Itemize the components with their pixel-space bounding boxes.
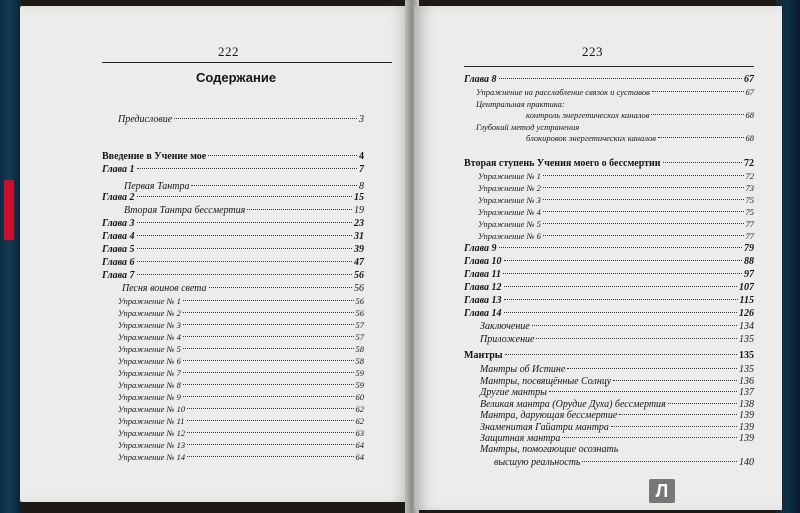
left-toc-entry [118, 451, 364, 464]
dot-leader [536, 338, 737, 339]
dot-leader [183, 312, 354, 313]
toc-entry-text: Мантры об Истине [480, 364, 566, 375]
dot-leader [137, 196, 352, 197]
toc-entry-text: Защитная мантра [480, 433, 561, 444]
dot-leader [137, 261, 352, 262]
left-toc-entry [124, 204, 364, 217]
toc-entry-text: Заключение [480, 321, 530, 332]
left-toc-entry [102, 243, 364, 256]
toc-entry-text: Глава 2 [102, 192, 135, 203]
toc-entry-page: 15 [354, 192, 364, 203]
toc-entry-text: Упражнение № 1 [478, 171, 541, 181]
dot-leader [567, 368, 737, 369]
right-toc-entry [480, 333, 754, 346]
dot-leader [187, 456, 353, 457]
toc-entry-text: Упражнение № 14 [118, 452, 186, 462]
dot-leader [187, 432, 353, 433]
dot-leader [532, 325, 737, 326]
toc-entry-page: 57 [355, 332, 364, 342]
dot-leader [543, 223, 744, 224]
dot-leader [543, 235, 744, 236]
toc-entry-page: 59 [355, 380, 364, 390]
dot-leader [504, 312, 737, 313]
toc-entry-page: 60 [355, 392, 364, 402]
toc-entry-text: Другие мантры [480, 387, 547, 398]
toc-entry-page: 139 [739, 421, 754, 433]
right-toc-entry [464, 281, 754, 294]
toc-entry-page: 4 [359, 151, 364, 162]
page-number-right: 223 [582, 44, 603, 59]
toc-entry-text: Глава 8 [464, 74, 497, 85]
toc-entry-page: 115 [739, 295, 754, 306]
toc-entry-text: Упражнение № 1 [118, 296, 181, 306]
dot-leader [549, 391, 737, 392]
toc-entry-page: 72 [745, 171, 754, 181]
toc-entry-page: 56 [354, 283, 364, 294]
toc-entry-text: Вторая ступень Учения моего о бессмертии [464, 158, 661, 169]
dot-leader [613, 380, 737, 381]
right-toc-entry [464, 294, 754, 307]
toc-entry-text: Вторая Тантра бессмертия [124, 205, 246, 216]
toc-entry-text: Великая мантра (Орудие Духа) бессмертия [480, 398, 666, 410]
dot-leader [668, 403, 737, 404]
dot-leader [543, 187, 744, 188]
toc-entry-text: Упражнение № 10 [118, 404, 186, 414]
toc-entry-page: 57 [355, 320, 364, 330]
dot-leader [543, 211, 744, 212]
toc-entry-text: Мантры [464, 350, 503, 361]
toc-entry-page: 8 [359, 181, 364, 192]
toc-entry-text: Упражнение № 12 [118, 428, 186, 438]
toc-entry-chapter-8 [464, 73, 754, 86]
header-rule-right [464, 66, 754, 67]
left-toc-entry [122, 282, 364, 295]
toc-entry-deep-method-line2 [526, 132, 754, 145]
toc-entry-page: 56 [355, 296, 364, 306]
dot-leader [187, 408, 353, 409]
toc-entry-page: 23 [354, 218, 364, 229]
toc-entry-text: Упражнение № 4 [478, 207, 541, 217]
toc-entry-text: Глава 7 [102, 270, 135, 281]
dot-leader [183, 384, 354, 385]
toc-entry-page: 107 [739, 282, 754, 293]
dot-leader [187, 444, 353, 445]
toc-entry-text: Глава 9 [464, 243, 497, 254]
toc-entry-page: 3 [359, 114, 364, 125]
right-toc-entry [464, 268, 754, 281]
toc-entry-text: Глава 1 [102, 164, 135, 175]
dot-leader [562, 437, 737, 438]
toc-entry-page: 19 [354, 205, 364, 216]
dot-leader [183, 324, 354, 325]
dot-leader [505, 354, 737, 355]
toc-entry-text: Знаменитая Гайатри мантра [480, 421, 609, 433]
toc-entry-text: Первая Тантра [124, 181, 190, 192]
dot-leader [503, 273, 742, 274]
toc-entry-page: 135 [739, 364, 754, 375]
toc-entry-text: Глава 3 [102, 218, 135, 229]
dot-leader [543, 175, 744, 176]
left-toc-entry [102, 217, 364, 230]
page-title: Содержание [196, 70, 277, 85]
dot-leader [137, 222, 352, 223]
toc-entry-text: Предисловие [118, 114, 173, 125]
header-rule-left [102, 62, 392, 63]
dot-leader [504, 286, 737, 287]
toc-entry-text: Песня воинов света [122, 283, 207, 294]
dot-leader [209, 287, 352, 288]
toc-entry-page: 75 [745, 195, 754, 205]
left-toc-entry [118, 113, 364, 126]
toc-entry-page: 77 [745, 219, 754, 229]
toc-entry-higher-reality-line2 [494, 456, 754, 469]
toc-entry-page: 97 [744, 269, 754, 280]
dot-leader [183, 336, 354, 337]
watermark-logo: Л [649, 479, 675, 503]
toc-entry-page: 68 [745, 133, 754, 143]
dot-leader [504, 260, 742, 261]
toc-entry-page: 67 [744, 74, 754, 85]
toc-entry-page: 67 [745, 87, 754, 97]
toc-entry-text: Упражнение № 9 [118, 392, 181, 402]
right-toc-entry [480, 320, 754, 333]
toc-entry-page: 39 [354, 244, 364, 255]
dot-leader [208, 155, 357, 156]
dot-leader [183, 360, 354, 361]
toc-entry-text: Упражнение № 2 [118, 308, 181, 318]
toc-entry-text: Упражнение № 3 [478, 195, 541, 205]
toc-entry-text: Упражнение на расслабление связок и суставов [476, 87, 650, 97]
toc-entry-page: 59 [355, 368, 364, 378]
toc-entry-page: 7 [359, 164, 364, 175]
toc-entry-text: Упражнение № 8 [118, 380, 181, 390]
toc-entry-page: 56 [354, 270, 364, 281]
toc-entry-page: 126 [739, 308, 754, 319]
dot-leader [183, 348, 354, 349]
left-page [20, 6, 412, 502]
toc-entry-page: 73 [745, 183, 754, 193]
toc-entry-page: 75 [745, 207, 754, 217]
toc-entry-page: 137 [739, 387, 754, 398]
toc-entry-page: 72 [744, 158, 754, 169]
toc-entry-page: 68 [745, 110, 754, 120]
toc-entry-text: Приложение [480, 334, 535, 345]
toc-entry-page: 136 [739, 375, 754, 387]
toc-entry-page: 31 [354, 231, 364, 242]
toc-entry-central-practice-line1: Центральная практика: [476, 99, 565, 109]
left-toc-entry [102, 163, 364, 176]
toc-entry-page: 135 [739, 334, 754, 345]
left-toc-entry [102, 230, 364, 243]
toc-entry-text: Упражнение № 6 [118, 356, 181, 366]
left-toc-entry [102, 150, 364, 163]
dot-leader [137, 168, 357, 169]
toc-entry-page: 77 [745, 231, 754, 241]
toc-entry-text: Введение в Учение мое [102, 151, 207, 162]
toc-entry-text: высшую реальность [494, 457, 581, 468]
right-toc-entry [464, 349, 754, 362]
toc-entry-text: Упражнение № 11 [118, 416, 185, 426]
toc-entry-page: 56 [355, 308, 364, 318]
right-page [414, 6, 782, 510]
toc-entry-page: 47 [354, 257, 364, 268]
dot-leader [187, 420, 354, 421]
toc-entry-text: Упражнение № 5 [478, 219, 541, 229]
page-number-left: 222 [218, 44, 239, 59]
toc-entry-text: Мантры, посвящённые Солнцу [480, 375, 612, 387]
dot-leader [499, 247, 742, 248]
toc-entry-text: Мантра, дарующая бессмертие [480, 410, 618, 421]
toc-entry-page: 135 [739, 350, 754, 361]
book-cover-edge-left [0, 0, 22, 513]
toc-entry-page: 138 [739, 398, 754, 410]
toc-entry-text: Глава 13 [464, 295, 502, 306]
dot-leader [183, 300, 354, 301]
dot-leader [543, 199, 744, 200]
toc-entry-deep-method-line1: Глубокий метод устранения [476, 122, 580, 132]
dot-leader [619, 414, 737, 415]
toc-entry-page: 88 [744, 256, 754, 267]
toc-entry-page: 62 [355, 416, 364, 426]
toc-entry-page: 62 [355, 404, 364, 414]
toc-entry-text: Глава 10 [464, 256, 502, 267]
toc-entry-page: 58 [355, 344, 364, 354]
dot-leader [137, 235, 352, 236]
toc-entry-text: Глава 14 [464, 308, 502, 319]
toc-entry-page: 79 [744, 243, 754, 254]
dot-leader [137, 274, 352, 275]
toc-entry-text: Упражнение № 6 [478, 231, 541, 241]
toc-entry-page: 64 [355, 440, 364, 450]
right-toc-entry [464, 242, 754, 255]
toc-entry-page: 64 [355, 452, 364, 462]
right-toc-entry [464, 157, 754, 170]
dot-leader [183, 396, 354, 397]
left-toc-entry [102, 256, 364, 269]
toc-entry-page: 139 [739, 433, 754, 444]
toc-entry-text: Глава 6 [102, 257, 135, 268]
left-toc-entry [102, 191, 364, 204]
left-toc-entry [102, 269, 364, 282]
dot-leader [137, 248, 352, 249]
toc-entry-text: блокировок энергетических каналов [526, 133, 656, 143]
toc-entry-text: Глава 11 [464, 269, 501, 280]
toc-entry-text: Упражнение № 3 [118, 320, 181, 330]
toc-entry-text: Упражнение № 13 [118, 440, 186, 450]
toc-entry-higher-reality-line1: Мантры, помогающие осознать [480, 444, 619, 455]
toc-entry-page: 139 [739, 410, 754, 421]
toc-entry-page: 63 [355, 428, 364, 438]
toc-entry-page: 140 [739, 457, 754, 468]
cover-red-mark [4, 180, 14, 240]
dot-leader [663, 162, 742, 163]
right-toc-entry [464, 307, 754, 320]
dot-leader [611, 426, 737, 427]
dot-leader [174, 118, 357, 119]
toc-entry-text: Глава 5 [102, 244, 135, 255]
toc-entry-text: Упражнение № 4 [118, 332, 181, 342]
dot-leader [183, 372, 354, 373]
toc-entry-text: Упражнение № 5 [118, 344, 181, 354]
toc-entry-text: контроль энергетических каналов [526, 110, 650, 120]
dot-leader [247, 209, 352, 210]
toc-entry-text: Упражнение № 7 [118, 368, 181, 378]
dot-leader [191, 185, 357, 186]
dot-leader [504, 299, 738, 300]
toc-entry-page: 58 [355, 356, 364, 366]
toc-entry-text: Глава 12 [464, 282, 502, 293]
toc-entry-text: Упражнение № 2 [478, 183, 541, 193]
toc-entry-text: Глава 4 [102, 231, 135, 242]
right-toc-entry [464, 255, 754, 268]
toc-entry-page: 134 [739, 321, 754, 332]
